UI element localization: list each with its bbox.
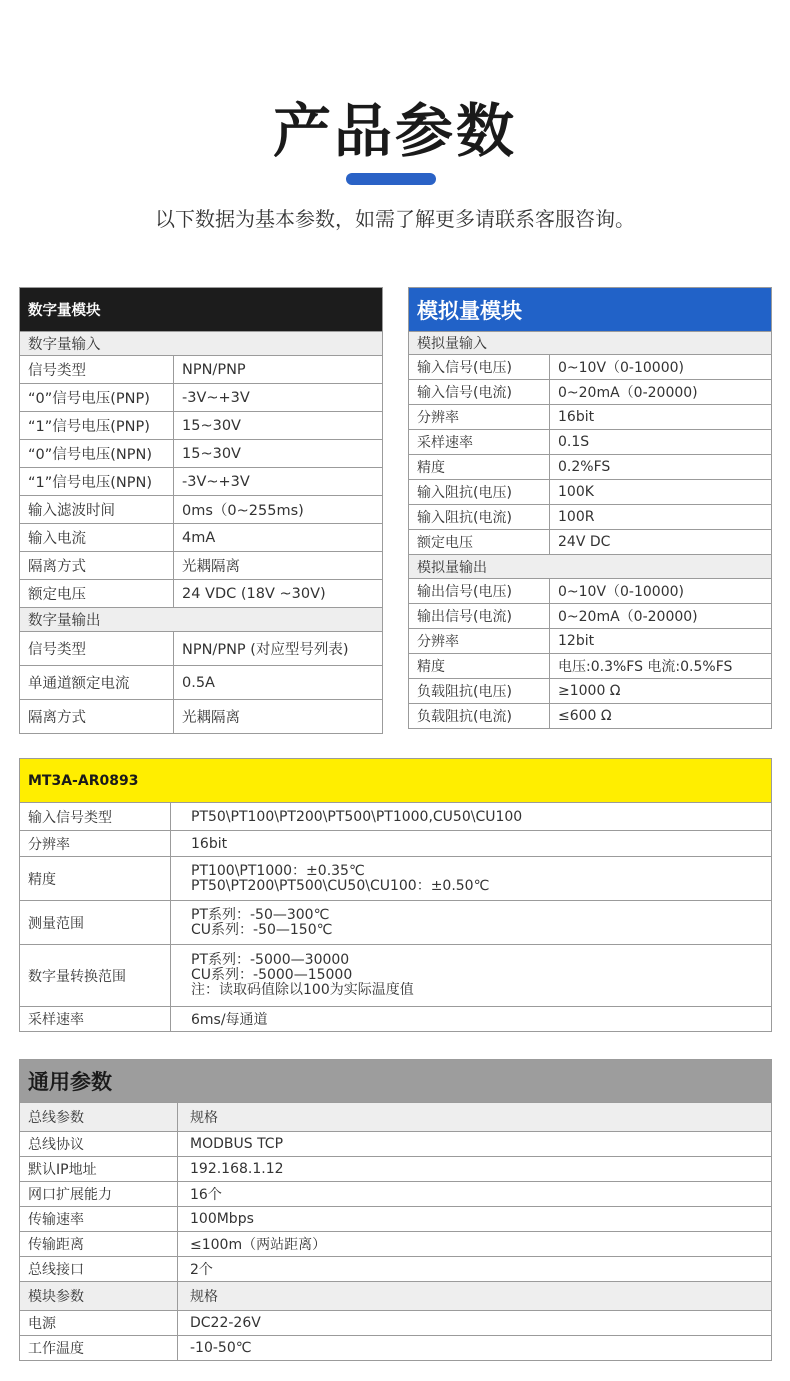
param-label: “0”信号电压(PNP): [20, 384, 174, 412]
param-value: [171, 857, 772, 901]
param-value: 0.1S: [550, 430, 772, 455]
param-label: 输入阻抗(电压): [409, 480, 550, 505]
param-label: 输入信号(电压): [409, 355, 550, 380]
param-value-line: PT系列：-5000—30000: [191, 952, 350, 968]
param-label: 精度: [409, 455, 550, 480]
param-value: 0ms（0~255ms): [174, 496, 383, 524]
table-row: [409, 355, 772, 380]
general-section-row: [20, 1103, 772, 1132]
param-label: 电源: [20, 1311, 178, 1336]
table-row: [20, 700, 383, 734]
param-value: 电压:0.3%FS 电流:0.5%FS: [550, 654, 772, 679]
param-value-line: PT50\PT200\PT500\CU50\CU100：±0.50℃: [191, 877, 490, 894]
param-value: 4mA: [174, 524, 383, 552]
analog-module-title: 模拟量模块: [409, 288, 772, 332]
param-label: 隔离方式: [20, 700, 174, 734]
param-label: 输入阻抗(电流): [409, 505, 550, 530]
table-row: [409, 480, 772, 505]
param-label: 分辨率: [409, 629, 550, 654]
param-value: 2个: [178, 1257, 772, 1282]
param-value-line: PT100\PT1000：±0.35℃: [191, 862, 365, 879]
param-label: 数字量转换范围: [20, 945, 171, 1007]
digital-module-table: [19, 287, 383, 734]
param-value-line: 16bit: [191, 835, 228, 852]
param-value: 100R: [550, 505, 772, 530]
table-row: [20, 1007, 772, 1032]
table-row: [20, 524, 383, 552]
param-label: 网口扩展能力: [20, 1182, 178, 1207]
table-row: [20, 412, 383, 440]
table-row: [20, 1257, 772, 1282]
param-label: 隔离方式: [20, 552, 174, 580]
param-label: 分辨率: [20, 831, 171, 857]
param-label: 输入信号(电流): [409, 380, 550, 405]
param-label: 负载阻抗(电流): [409, 704, 550, 729]
param-label: 采样速率: [409, 430, 550, 455]
param-value: 规格: [178, 1282, 772, 1311]
param-value: -3V~+3V: [174, 384, 383, 412]
param-value: 16bit: [550, 405, 772, 430]
param-value-line: PT系列：-50—300℃: [191, 906, 330, 923]
param-label: 单通道额定电流: [20, 666, 174, 700]
param-value: 192.168.1.12: [178, 1157, 772, 1182]
param-value: -3V~+3V: [174, 468, 383, 496]
mt3a-title: MT3A-AR0893: [20, 759, 772, 803]
param-value: 16个: [178, 1182, 772, 1207]
table-row: [20, 857, 772, 901]
param-value: 0.5A: [174, 666, 383, 700]
page-title: 产品参数: [272, 97, 517, 165]
param-label: 信号类型: [20, 356, 174, 384]
analog-module-table: [408, 287, 772, 729]
digital-input-section: [20, 332, 383, 356]
param-value: 0~20mA（0-20000): [550, 604, 772, 629]
table-row: [409, 679, 772, 704]
param-label: 分辨率: [409, 405, 550, 430]
param-label: 额定电压: [20, 580, 174, 608]
param-label: “1”信号电压(PNP): [20, 412, 174, 440]
param-label: 传输距离: [20, 1232, 178, 1257]
param-value: 0.2%FS: [550, 455, 772, 480]
param-value: 规格: [178, 1103, 772, 1132]
general-params-table: [19, 1059, 772, 1361]
table-row: [409, 704, 772, 729]
table-row: [409, 530, 772, 555]
param-label: 输入电流: [20, 524, 174, 552]
param-label: 输出信号(电压): [409, 579, 550, 604]
param-value: [171, 945, 772, 1007]
table-row: [20, 945, 772, 1007]
digital-output-section: [20, 608, 383, 632]
param-value: NPN/PNP (对应型号列表): [174, 632, 383, 666]
table-row: [20, 1311, 772, 1336]
table-row: [20, 1157, 772, 1182]
table-row: [409, 629, 772, 654]
param-label: 额定电压: [409, 530, 550, 555]
param-value: [171, 1007, 772, 1032]
param-value: [171, 901, 772, 945]
param-label: 输入滤波时间: [20, 496, 174, 524]
table-row: [20, 440, 383, 468]
table-row: [409, 455, 772, 480]
param-label: 总线接口: [20, 1257, 178, 1282]
param-label: 工作温度: [20, 1336, 178, 1361]
param-value: 15~30V: [174, 440, 383, 468]
param-value: ≤100m（两站距离）: [178, 1232, 772, 1257]
param-label: 负载阻抗(电压): [409, 679, 550, 704]
digital-output-section-label: 数字量输出: [20, 608, 383, 632]
table-row: [20, 496, 383, 524]
table-row: [409, 380, 772, 405]
param-value: 24 VDC (18V ~30V): [174, 580, 383, 608]
table-row: [20, 552, 383, 580]
param-value: DC22-26V: [178, 1311, 772, 1336]
analog-output-section-label: 模拟量输出: [409, 555, 772, 579]
param-value-line: PT50\PT100\PT200\PT500\PT1000,CU50\CU100: [191, 808, 523, 825]
table-row: [20, 580, 383, 608]
param-value: 24V DC: [550, 530, 772, 555]
param-value: 光耦隔离: [174, 552, 383, 580]
table-row: [409, 654, 772, 679]
table-row: [20, 384, 383, 412]
param-value: 100K: [550, 480, 772, 505]
param-value: 100Mbps: [178, 1207, 772, 1232]
analog-input-section: [409, 332, 772, 355]
param-value: [171, 831, 772, 857]
table-row: [409, 430, 772, 455]
param-value: [171, 803, 772, 831]
param-value: NPN/PNP: [174, 356, 383, 384]
param-label: 总线协议: [20, 1132, 178, 1157]
param-value: 0~10V（0-10000): [550, 355, 772, 380]
table-row: [20, 1336, 772, 1361]
title-underline: [346, 173, 436, 185]
param-label: 测量范围: [20, 901, 171, 945]
general-params-title: 通用参数: [20, 1060, 772, 1103]
table-row: [20, 1207, 772, 1232]
param-value: 0~20mA（0-20000): [550, 380, 772, 405]
param-label: 输出信号(电流): [409, 604, 550, 629]
param-label: 信号类型: [20, 632, 174, 666]
param-label: 总线参数: [20, 1103, 178, 1132]
param-value: 15~30V: [174, 412, 383, 440]
table-row: [20, 1182, 772, 1207]
param-value: ≤600 Ω: [550, 704, 772, 729]
table-row: [409, 405, 772, 430]
digital-module-title: 数字量模块: [20, 288, 383, 332]
param-value-line: CU系列：-50—150℃: [191, 921, 333, 938]
param-value-line: 6ms/每通道: [191, 1012, 268, 1028]
param-label: 输入信号类型: [20, 803, 171, 831]
table-row: [20, 803, 772, 831]
param-value: ≥1000 Ω: [550, 679, 772, 704]
table-row: [20, 1132, 772, 1157]
table-row: [409, 505, 772, 530]
table-row: [20, 356, 383, 384]
param-value: -10-50℃: [178, 1336, 772, 1361]
param-label: “0”信号电压(NPN): [20, 440, 174, 468]
table-row: [20, 831, 772, 857]
table-row: [20, 468, 383, 496]
table-row: [20, 666, 383, 700]
param-label: 精度: [409, 654, 550, 679]
mt3a-ar0893-table: [19, 758, 772, 1032]
param-label: 采样速率: [20, 1007, 171, 1032]
param-label: 默认IP地址: [20, 1157, 178, 1182]
table-row: [20, 632, 383, 666]
general-section-row: [20, 1282, 772, 1311]
param-label: 精度: [20, 857, 171, 901]
page-subtitle: 以下数据为基本参数，如需了解更多请联系客服咨询。: [155, 207, 635, 231]
param-value-line: 注：读取码值除以100为实际温度值: [191, 982, 414, 998]
param-value: MODBUS TCP: [178, 1132, 772, 1157]
table-row: [409, 579, 772, 604]
table-row: [409, 604, 772, 629]
param-label: 传输速率: [20, 1207, 178, 1232]
param-value-line: CU系列：-5000—15000: [191, 967, 353, 983]
param-value: 光耦隔离: [174, 700, 383, 734]
param-value: 0~10V（0-10000): [550, 579, 772, 604]
analog-output-section: [409, 555, 772, 579]
digital-input-section-label: 数字量输入: [20, 332, 383, 356]
param-label: 模块参数: [20, 1282, 178, 1311]
param-value: 12bit: [550, 629, 772, 654]
param-label: “1”信号电压(NPN): [20, 468, 174, 496]
analog-input-section-label: 模拟量输入: [409, 332, 772, 355]
table-row: [20, 901, 772, 945]
table-row: [20, 1232, 772, 1257]
